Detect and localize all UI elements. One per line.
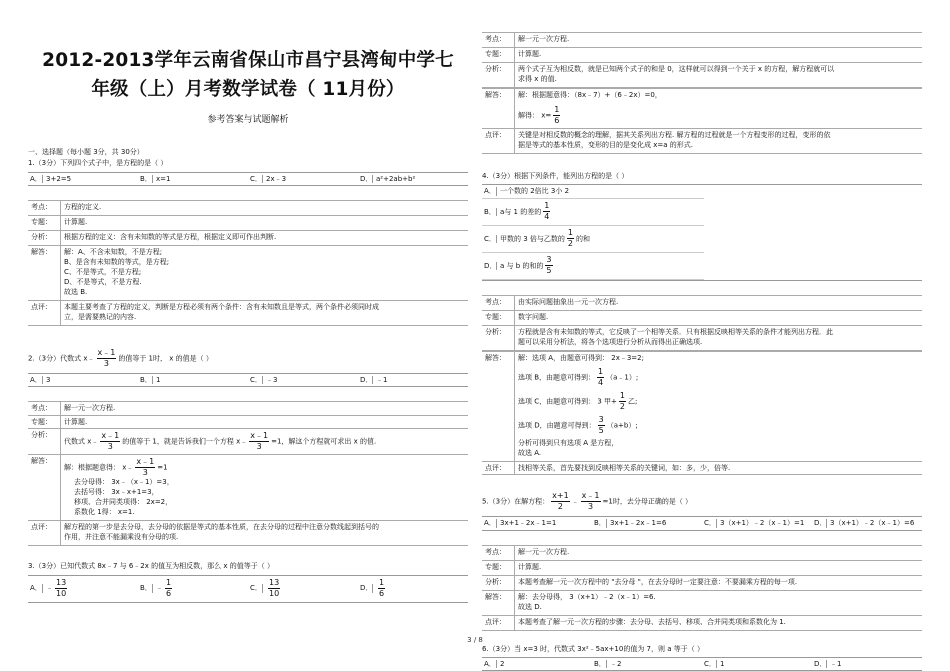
row-key: 考点：: [482, 295, 515, 310]
row-key: 点评：: [28, 300, 61, 325]
denominator: 6: [379, 589, 385, 599]
question-4-solution: [482, 351, 922, 475]
row-key: 解答：: [482, 89, 515, 129]
question-5-stem: 5.（3分）在解方程： $\frac{x+1}{2}$ ﹣ $\frac{x﹣1}{3}$ =1时，去分母正确的是（ ）: [482, 491, 693, 512]
option-text: 甲数的 3 倍与乙数的: [500, 234, 565, 243]
row-line: C、不是等式，不是方程;: [64, 267, 142, 276]
title-line-2: 年级（上）月考数学试卷（ 11月份）: [91, 79, 405, 100]
fraction: [598, 415, 605, 436]
option-text: ﹣1: [830, 659, 842, 668]
fraction: [97, 348, 117, 369]
row-key: 分析：: [28, 230, 61, 245]
text: 选项 D，由题意可得到：: [518, 421, 596, 430]
row-key: 解答：: [482, 351, 515, 461]
row-line: 两个式子互为相反数，就是已知两个式子的和是 0，这样就可以得到一个关于 x 的方程，解方程就可以: [518, 65, 835, 73]
option-text: 3（x+1）﹣2（x﹣1）=1: [720, 519, 805, 528]
question-2-answer-table: [28, 401, 468, 546]
row-value: [515, 89, 923, 129]
row-value: [61, 429, 469, 455]
answer-row: [28, 200, 468, 215]
numerator: x﹣1: [250, 431, 269, 441]
fraction: [543, 201, 550, 222]
option-b[interactable]: B． ﹣ $\frac{1}{6}$: [140, 578, 172, 599]
option-text: 1: [720, 659, 725, 668]
row-line: B、是含有未知数的等式，是方程;: [64, 257, 170, 266]
fraction: [378, 578, 385, 599]
option-a[interactable]: A． 一个数的 2倍比 3小 2: [482, 185, 704, 198]
denominator: 5: [546, 266, 552, 276]
option-a[interactable]: A． 3+2=5: [30, 174, 72, 183]
denominator: 2: [557, 502, 563, 512]
numerator: 13: [269, 578, 280, 588]
solution-line: 系数化 1得： x=1.: [74, 508, 135, 517]
title-line-1: 2012-2013学年云南省保山市昌宁县湾甸中学七: [42, 50, 454, 71]
option-text: 3x+1﹣2x﹣1=1: [500, 519, 557, 528]
solution-line: [518, 105, 919, 126]
option-d[interactable]: D． $\frac{1}{6}$: [360, 578, 385, 599]
row-line: 故选 B.: [64, 287, 88, 296]
answer-row: [482, 560, 922, 575]
answer-row: [482, 325, 922, 350]
row-line: 本题主要考查了方程的定义，判断是方程必须有两个条件：含有未知数且是等式，两个条件必须同时成: [64, 302, 379, 311]
answer-row: [28, 230, 468, 245]
numerator: 1: [554, 105, 560, 114]
numerator: x+1: [552, 491, 569, 501]
question-6-stem: 6.（3分）当 x=3 时，代数式 3x²﹣5ax+10的值为 7，则 a 等于（ ）: [482, 644, 704, 653]
row-key: 专题：: [482, 310, 515, 325]
row-key: 分析：: [482, 575, 515, 590]
answer-row: [482, 545, 922, 560]
answer-row: [482, 48, 922, 63]
row-value: [515, 129, 923, 154]
row-value: [61, 455, 469, 521]
option-text: a²+2ab+b²: [376, 174, 416, 183]
numerator: 13: [56, 578, 67, 588]
row-value: [61, 200, 469, 215]
solution-line: 故选 A.: [518, 448, 542, 457]
row-value: [515, 351, 923, 461]
row-line: 方程的定义.: [64, 202, 102, 211]
text: 解：根据题意得： x﹣: [64, 463, 134, 472]
question-4-answer-table: [482, 295, 922, 351]
solution-line: 移项、合并同类项得： 2x=2，: [74, 498, 173, 507]
option-text: 1: [156, 375, 161, 384]
row-line: 本题考查解一元一次方程中的 "去分母 "，在去分母时一定要注意：不要漏乘方程的每一项.: [518, 577, 798, 586]
sign: ﹣: [46, 584, 53, 593]
row-line: 根据方程的定义：含有未知数的等式是方程，根据定义即可作出判断.: [64, 232, 277, 241]
question-1-answer-table: [28, 200, 468, 326]
row-key: 分析：: [482, 63, 515, 88]
denominator: 3: [103, 358, 109, 368]
option-text: 3（x+1）﹣2（x﹣1）=6: [830, 519, 915, 528]
fraction: [597, 367, 604, 388]
text: 乙;: [627, 397, 638, 406]
row-value: 计算题.: [61, 415, 469, 428]
option-b[interactable]: B． x=1: [140, 174, 171, 183]
sign: ﹣: [156, 584, 163, 593]
row-line: 计算题.: [518, 562, 542, 571]
fraction: [100, 431, 120, 452]
row-value: [61, 300, 469, 325]
option-text: 3x+1﹣2x﹣1=6: [610, 519, 667, 528]
option-c[interactable]: C． 甲数的 3 倍与乙数的 $\frac{1}{2}$ 的和: [482, 226, 704, 253]
row-line: 计算题.: [64, 217, 88, 226]
option-text: ﹣1: [376, 375, 388, 384]
option-c[interactable]: C． 1: [704, 659, 725, 668]
row-key: 解答：: [482, 590, 515, 615]
stem-text: 5.（3分）在解方程：: [482, 497, 550, 506]
option-d[interactable]: D． a²+2ab+b²: [360, 174, 416, 183]
question-2-stem: [28, 348, 468, 369]
row-line: 计算题.: [518, 50, 542, 58]
fraction: [249, 431, 269, 452]
answer-row: [482, 590, 922, 615]
fraction: [545, 255, 552, 276]
row-value: [515, 33, 923, 48]
text: 的值等于 1，就是告诉我们一个方程 x﹣: [122, 437, 248, 446]
fraction: [551, 491, 570, 512]
option-b[interactable]: B． a与 1 的差的 $\frac{1}{4}$: [482, 199, 704, 226]
denominator: 6: [166, 589, 172, 599]
fraction: [135, 457, 155, 478]
denominator: 4: [544, 212, 550, 222]
stem-text: 2.（3分）代数式 x﹣: [28, 354, 95, 363]
option-text: a 与 b 的和的: [500, 261, 544, 270]
question-3-options: [28, 575, 468, 603]
answer-row: [482, 63, 922, 88]
stem-text: =1时，去分母正确的是（ ）: [602, 497, 693, 506]
solution-line: [518, 415, 919, 436]
row-key: 考点：: [482, 33, 515, 48]
option-text: ﹣3: [266, 375, 278, 384]
left-column: [28, 0, 468, 658]
option-b[interactable]: B． ﹣2: [594, 659, 622, 668]
numerator: x﹣1: [581, 491, 600, 501]
row-line: D、不是等式，不是方程.: [64, 277, 142, 286]
numerator: 1: [619, 390, 625, 400]
row-key: 解答：: [28, 455, 61, 521]
row-value: [515, 590, 923, 615]
text: =1，解这个方程就可求出 x 的值.: [271, 437, 377, 446]
option-b[interactable]: B． 1: [140, 375, 161, 384]
question-1-stem: 1.（3分）下列四个式子中，是方程的是（ ）: [28, 159, 168, 168]
row-line: 求得 x 的值.: [518, 75, 557, 83]
numerator: 3: [546, 255, 552, 265]
row-value: [61, 230, 469, 245]
option-text: 3: [46, 375, 51, 384]
text: （a﹣1）;: [606, 373, 639, 382]
row-key: 考点：: [28, 200, 61, 215]
solution-line: 解：选项 A，由题意可得到： 2x﹣3=2;: [518, 353, 644, 362]
fraction: [165, 578, 172, 599]
fraction: [619, 391, 626, 412]
row-line: 立，是需要熟记的内容.: [64, 312, 137, 321]
denominator: 3: [256, 442, 262, 452]
row-key: 专题：: [28, 415, 61, 428]
option-d[interactable]: D． 3（x+1）﹣2（x﹣1）=6: [814, 519, 915, 528]
denominator: 5: [598, 425, 604, 435]
fraction: [553, 105, 560, 126]
row-line: 本题考查了解一元一次方程的步骤：去分母、去括号、移项、合并同类项和系数化为 1.: [518, 617, 786, 626]
row-line: 方程就是含有未知数的等式，它反映了一个相等关系．只有根据反映相等关系的条件才能列出方程．此: [518, 327, 833, 336]
fraction: [268, 578, 280, 599]
option-text: 一个数的 2倍比 3小 2: [500, 187, 570, 196]
text: =1: [157, 463, 168, 472]
option-c[interactable]: C． ﹣3: [250, 375, 278, 384]
paper-title: [28, 46, 468, 104]
answer-row: [482, 310, 922, 325]
numerator: 1: [379, 578, 385, 588]
row-key: 点评：: [28, 521, 61, 546]
denominator: 3: [588, 502, 594, 512]
row-key: 点评：: [482, 129, 515, 154]
row-value: [515, 575, 923, 590]
fraction: [55, 578, 67, 599]
row-value: [515, 545, 923, 560]
answer-row: [28, 215, 468, 230]
answer-row: [482, 295, 922, 310]
question-5-options: [482, 516, 922, 530]
option-a[interactable]: A． 3: [30, 375, 51, 384]
answer-row: [28, 300, 468, 325]
row-line: 数字问题.: [518, 312, 549, 321]
row-line: 解一元一次方程.: [518, 547, 570, 556]
text: 据是等式的基本性质，变形的目的是变化成 x=a 的形式.: [518, 141, 693, 149]
row-value: [61, 521, 469, 546]
text: 解方程的第一步是去分母，去分母的依据是等式的基本性质，在去分母的过程中注意分数线起到括号的: [64, 523, 379, 532]
text: 解得： x=: [518, 111, 552, 120]
row-line: 故选 D.: [518, 602, 542, 611]
option-c[interactable]: C． 3（x+1）﹣2（x﹣1）=1: [704, 519, 805, 528]
section-heading: 一、选择题（每小题 3分，共 30分）: [28, 147, 144, 156]
row-key: 考点：: [28, 402, 61, 415]
denominator: 3: [142, 468, 148, 478]
option-b[interactable]: B． 3x+1﹣2x﹣1=6: [594, 519, 667, 528]
row-line: 解：去分母得， 3（x+1）﹣2（x﹣1）=6.: [518, 592, 656, 601]
row-key: 点评：: [482, 461, 515, 474]
row-line: 解一元一次方程.: [518, 35, 570, 43]
row-line: 解：A、不含未知数，不是方程;: [64, 247, 163, 256]
row-key: 解答：: [28, 245, 61, 300]
option-d[interactable]: D． a 与 b 的和的 $\frac{3}{5}$: [482, 253, 704, 280]
text: 代数式 x﹣: [64, 437, 99, 446]
row-value: [61, 245, 469, 300]
solution-line: [518, 391, 919, 412]
row-value: [515, 63, 923, 88]
row-value: [515, 295, 923, 310]
row-key: 专题：: [482, 560, 515, 575]
subtitle: 参考答案与试题解析: [207, 115, 289, 125]
option-text: 2x﹣3: [266, 174, 287, 183]
answer-row: [482, 575, 922, 590]
option-d[interactable]: D． ﹣1: [360, 375, 388, 384]
row-value: [515, 560, 923, 575]
option-text: a与 1 的差的: [500, 207, 542, 216]
question-3-solution: [482, 88, 922, 154]
numerator: 3: [598, 414, 604, 424]
row-key: 考点：: [482, 545, 515, 560]
numerator: 1: [544, 201, 550, 211]
numerator: x﹣1: [101, 431, 120, 441]
row-key: 专题：: [482, 48, 515, 63]
solution-line: [64, 457, 465, 478]
text: 关键是对相反数的概念的理解，据其关系列出方程. 解方程的过程就是一个方程变形的过程，变形的依: [518, 131, 831, 139]
row-key: 点评：: [482, 615, 515, 630]
text: 作用，并注意不能漏乘没有分母的项.: [64, 533, 179, 542]
question-4-stem: 4.（3分）根据下列条件，能列出方程的是（ ）: [482, 172, 629, 180]
option-a[interactable]: A． 3x+1﹣2x﹣1=1: [484, 519, 557, 528]
right-column: [482, 0, 922, 668]
option-c[interactable]: C． 2x﹣3: [250, 174, 287, 183]
option-a[interactable]: A． 2: [484, 659, 505, 668]
question-6-options: [482, 657, 922, 671]
solution-line: [518, 367, 919, 388]
question-3-answer-table: [482, 32, 922, 88]
row-value: 找相等关系，首先要找到反映相等关系的关键词，如：多，少，倍等.: [515, 461, 923, 474]
fraction: [567, 228, 574, 249]
row-value: 解一元一次方程.: [61, 402, 469, 415]
option-text: 3+2=5: [46, 174, 72, 183]
question-4-options: [482, 184, 922, 280]
denominator: 3: [107, 442, 113, 452]
denominator: 4: [598, 377, 604, 387]
answer-row: [482, 615, 922, 630]
numerator: 1: [598, 366, 604, 376]
numerator: x﹣1: [97, 347, 116, 357]
option-text: 的和: [576, 234, 590, 243]
stem-text: 的值等于 1时， x 的值是（ ）: [118, 354, 213, 363]
row-value: [515, 48, 923, 63]
row-key: 分析：: [482, 325, 515, 350]
row-line: 题可以采用分析法，将各个选项进行分析从而得出正确选项.: [518, 337, 703, 346]
row-value: [515, 325, 923, 350]
numerator: 1: [166, 578, 172, 588]
text: 选项 C，由题意可得到： 3 甲+: [518, 397, 617, 406]
option-text: ﹣2: [610, 659, 622, 668]
answer-row: [28, 245, 468, 300]
page-number: 3 / 8: [467, 636, 483, 644]
row-value: [515, 615, 923, 630]
fraction: [581, 491, 601, 512]
solution-line: 解：根据题意得：（8x﹣7）+（6﹣2x）=0，: [518, 91, 662, 99]
option-a[interactable]: A． ﹣ $\frac{13}{10}$: [30, 578, 67, 599]
denominator: 2: [567, 239, 573, 249]
row-value: [515, 310, 923, 325]
denominator: 2: [619, 401, 625, 411]
solution-line: 去分母得： 3x﹣（x﹣1）=3，: [74, 478, 174, 487]
solution-line: 分析可得到只有选项 A 是方程，: [518, 438, 619, 447]
option-text: x=1: [156, 174, 171, 183]
option-text: 2: [500, 659, 505, 668]
text: 选项 B，由题意可得到：: [518, 373, 596, 382]
option-d[interactable]: D． ﹣1: [814, 659, 842, 668]
denominator: 6: [554, 116, 560, 125]
numerator: x﹣1: [136, 457, 155, 467]
denominator: 10: [269, 589, 280, 599]
numerator: 1: [567, 228, 573, 238]
solution-line: 去括号得： 3x﹣x+1=3，: [74, 488, 159, 497]
question-3-stem: 3.（3分）已知代数式 8x﹣7 与 6﹣2x 的值互为相反数，那么 x 的值等于（ ）: [28, 562, 274, 571]
text: （a+b）;: [606, 421, 638, 430]
answer-row: [482, 33, 922, 48]
question-2-options: [28, 373, 468, 387]
row-key: 分析：: [28, 429, 61, 455]
denominator: 10: [56, 589, 67, 599]
row-line: 由实际问题抽象出一元一次方程.: [518, 297, 619, 306]
question-1-options: [28, 172, 468, 186]
option-c[interactable]: C． $\frac{13}{10}$: [250, 578, 280, 599]
row-value: [61, 215, 469, 230]
question-5-answer-table: [482, 545, 922, 631]
row-key: 专题：: [28, 215, 61, 230]
